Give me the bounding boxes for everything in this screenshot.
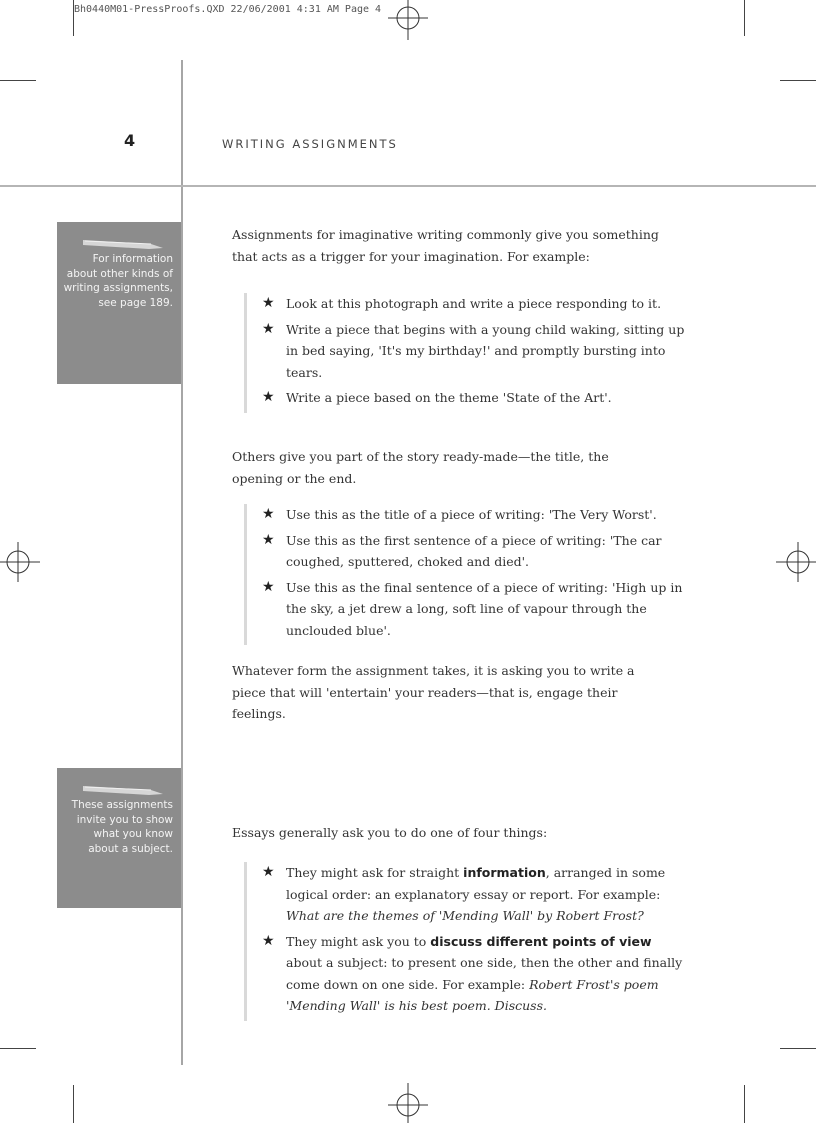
story-starter-list [244, 504, 686, 645]
others-paragraph: Others give you part of the story ready-made—the title, the opening or the end. [232, 449, 609, 486]
crop-mark [73, 1085, 74, 1123]
sidebar-note-other-assignments [57, 222, 181, 384]
pen-icon [63, 222, 173, 252]
registration-mark-icon [385, 0, 431, 40]
star-icon: ★ [262, 506, 275, 522]
crop-mark [0, 1048, 36, 1049]
registration-mark-icon [776, 540, 816, 584]
essay-types-list [244, 862, 686, 1021]
header-rule [0, 185, 816, 187]
list-item: ★ They might ask you to discuss different points of view about a subject: to present one side, then the other and finally come down on one side. For example: Robert Frost's poem 'Mending Wall' is his best poem. Discuss. [262, 932, 683, 1013]
gutter-line [181, 60, 183, 1065]
sidebar-note-text: These assignments invite you to show what you know about a subject. [71, 799, 173, 855]
list-item: ★ They might ask for straight information, arranged in some logical order: an explanatory essay or report. For example: What are the themes of 'Mending Wall' by Robert Frost? [262, 864, 666, 923]
star-icon: ★ [262, 864, 275, 880]
sidebar-note-text: For information about other kinds of writing assignments, see page 189. [63, 253, 173, 309]
list-item: ★ Use this as the title of a piece of writing: 'The Very Worst'. [256, 504, 686, 526]
star-icon: ★ [262, 531, 275, 548]
essays-intro-paragraph: Essays generally ask you to do one of four things: [232, 825, 548, 840]
star-icon: ★ [262, 932, 275, 949]
pen-icon [63, 768, 173, 798]
key-term: discuss different points of view [430, 933, 652, 949]
list-item: ★ Use this as the first sentence of a piece of writing: 'The car coughed, sputtered, choked and died'. [262, 531, 662, 569]
example-question: What are the themes of 'Mending Wall' by Robert Frost? [286, 908, 644, 923]
list-item: ★ Look at this photograph and write a piece responding to it. [256, 293, 686, 315]
registration-mark-icon [385, 1083, 431, 1123]
running-head: WRITING ASSIGNMENTS [222, 137, 398, 151]
star-icon: ★ [262, 389, 275, 405]
crop-mark [780, 1048, 816, 1049]
list-item: ★ Use this as the final sentence of a piece of writing: 'High up in the sky, a jet drew a long, soft line of vapour through the unclouded blue'. [262, 578, 683, 638]
crop-mark [0, 80, 36, 81]
list-item: ★ Write a piece that begins with a young child waking, sitting up in bed saying, 'It's my birthday!' and promptly bursting into tears. [262, 320, 685, 380]
intro-paragraph: Assignments for imaginative writing commonly give you something that acts as a trigger for your imagination. For example: [232, 227, 659, 264]
star-icon: ★ [262, 295, 275, 311]
page-number: 4 [124, 131, 136, 150]
crop-mark [744, 1085, 745, 1123]
whatever-paragraph: Whatever form the assignment takes, it is asking you to write a piece that will 'entertain' your readers—that is, engage their feelings. [232, 663, 635, 721]
crop-mark [780, 80, 816, 81]
list-item: ★ Write a piece based on the theme 'State of the Art'. [256, 387, 686, 409]
imaginative-examples-list [244, 293, 686, 413]
example-question: Robert Frost's poem 'Mending Wall' is his best poem. Discuss. [286, 976, 659, 1013]
proof-slug: Bh0440M01-PressProofs.QXD 22/06/2001 4:31 AM Page 4 [74, 4, 382, 15]
key-term: information [463, 865, 546, 880]
star-icon: ★ [262, 578, 275, 595]
crop-mark [73, 0, 74, 36]
registration-mark-icon [0, 540, 40, 584]
star-icon: ★ [262, 320, 275, 337]
crop-mark [744, 0, 745, 36]
sidebar-note-essays [57, 768, 181, 908]
